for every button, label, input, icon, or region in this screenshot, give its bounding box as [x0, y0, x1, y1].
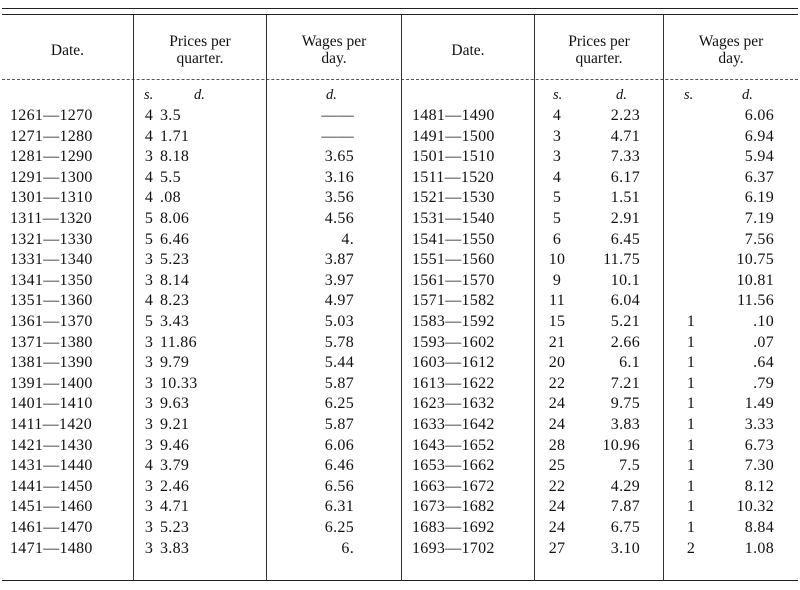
left-price-shillings-cell: 3	[144, 251, 154, 269]
left-wage-cell: 3.65	[324, 148, 354, 166]
left-wage-cell: 5.44	[324, 354, 354, 372]
left-date-cell: 1361—1370	[10, 313, 93, 330]
table-row	[0, 271, 800, 291]
right-wage-pence-cell: 6.19	[744, 189, 774, 207]
header-prices-left-line2: quarter.	[176, 50, 224, 67]
right-wage-pence-cell: 5.94	[744, 148, 774, 166]
header-wages-left-line1: Wages per	[301, 33, 367, 50]
table-row	[0, 291, 800, 311]
left-price-pence-cell: 3.79	[160, 457, 190, 475]
bottom-rule	[2, 580, 798, 581]
table-row	[0, 518, 800, 538]
right-price-shillings-cell: 27	[548, 539, 566, 557]
right-wage-shillings-cell: 1	[686, 498, 696, 516]
top-rule-inner	[2, 14, 798, 15]
table-row	[0, 539, 800, 559]
right-price-shillings-cell: 6	[552, 230, 562, 248]
left-date-cell: 1331—1340	[10, 251, 93, 269]
right-date-cell: 1583—1592	[412, 313, 495, 330]
left-price-pence-cell: 9.63	[160, 395, 190, 413]
header-date-left-text: Date.	[50, 41, 85, 59]
left-wage-cell: 4.97	[324, 292, 354, 310]
right-price-shillings-cell: 10	[548, 251, 566, 269]
right-price-pence-cell: 10.1	[610, 271, 640, 289]
left-date-cell: 1281—1290	[10, 148, 93, 166]
top-rule	[2, 8, 798, 9]
left-wage-cell: 3.87	[324, 251, 354, 269]
table-row	[0, 436, 800, 456]
right-date-cell: 1673—1682	[412, 498, 495, 516]
right-wage-shillings-cell: 1	[686, 374, 696, 392]
right-date-cell: 1511—1520	[412, 168, 495, 186]
right-wage-pence-cell: .79	[753, 374, 774, 392]
right-price-pence-cell: 4.29	[610, 477, 640, 495]
right-price-shillings-cell: 24	[548, 498, 566, 516]
table-row	[0, 497, 800, 517]
right-price-shillings-cell: 3	[552, 148, 562, 166]
left-wage-cell: 3.56	[324, 189, 354, 207]
left-price-shillings-cell: 3	[144, 271, 154, 289]
right-price-pence-cell: 6.75	[610, 519, 640, 536]
right-wage-shillings-cell: 1	[686, 457, 696, 475]
left-price-shillings-cell: 3	[144, 354, 154, 372]
header-prices-right	[535, 22, 663, 78]
header-prices-right-line1: Prices per	[568, 33, 630, 50]
right-price-pence-cell: 5.21	[610, 313, 640, 330]
left-price-pence-cell: 3.5	[160, 107, 181, 124]
left-price-shillings-cell: 4	[144, 189, 154, 207]
right-price-pence-cell: 7.5	[619, 457, 640, 475]
left-price-shillings-cell: 3	[144, 148, 154, 166]
right-wage-pence-cell: .64	[753, 354, 774, 372]
left-date-cell: 1291—1300	[10, 168, 93, 186]
right-price-shillings-cell: 22	[548, 477, 566, 495]
left-price-pence-cell: 5.23	[160, 251, 190, 269]
table-row	[0, 147, 800, 167]
left-price-shillings-cell: 3	[144, 477, 154, 495]
right-wage-pence-cell: .10	[753, 313, 774, 330]
right-date-cell: 1663—1672	[412, 477, 495, 495]
subheader-right-s: s.	[553, 87, 563, 103]
left-price-shillings-cell: 5	[144, 210, 154, 227]
left-wage-cell: 5.87	[324, 416, 354, 433]
right-date-cell: 1683—1692	[412, 519, 495, 536]
left-price-shillings-cell: 3	[144, 333, 154, 351]
right-date-cell: 1501—1510	[412, 148, 495, 166]
left-wage-cell: 6.56	[324, 477, 354, 495]
left-price-pence-cell: 8.23	[160, 292, 190, 310]
left-price-shillings-cell: 3	[144, 519, 154, 536]
table-row	[0, 374, 800, 394]
header-date-right-text: Date.	[451, 41, 485, 59]
left-price-pence-cell: 11.86	[160, 333, 197, 351]
right-date-cell: 1571—1582	[412, 292, 495, 310]
left-wage-cell: 5.87	[324, 374, 354, 392]
right-wage-shillings-cell: 1	[686, 416, 696, 433]
right-price-pence-cell: 11.75	[603, 251, 640, 269]
left-date-cell: 1351—1360	[10, 292, 93, 310]
left-price-shillings-cell: 4	[144, 107, 154, 124]
right-price-shillings-cell: 4	[552, 107, 562, 124]
left-wage-cell: 3.97	[324, 271, 354, 289]
header-date-right	[402, 22, 534, 78]
right-wage-pence-cell: 6.06	[744, 107, 774, 124]
right-wage-pence-cell: 6.37	[744, 168, 774, 186]
right-date-cell: 1633—1642	[412, 416, 495, 433]
right-price-pence-cell: 6.1	[619, 354, 640, 372]
header-divider	[2, 79, 798, 80]
left-wage-cell: 6.31	[324, 498, 354, 516]
right-wage-pence-cell: 1.49	[744, 395, 774, 413]
left-wage-cell: 6.	[341, 539, 354, 557]
table-row	[0, 353, 800, 373]
left-date-cell: 1471—1480	[10, 539, 93, 557]
table-row	[0, 415, 800, 435]
left-price-shillings-cell: 5	[144, 313, 154, 330]
left-price-pence-cell: 1.71	[160, 127, 190, 145]
header-wages-left	[267, 22, 401, 78]
table-row	[0, 127, 800, 147]
right-date-cell: 1653—1662	[412, 457, 495, 475]
left-date-cell: 1421—1430	[10, 436, 93, 454]
right-wage-shillings-cell: 1	[686, 519, 696, 536]
table-row	[0, 312, 800, 332]
left-wage-cell: 4.56	[324, 210, 354, 227]
right-wage-shillings-cell: 2	[686, 539, 696, 557]
left-date-cell: 1401—1410	[10, 395, 93, 413]
header-wages-right	[664, 22, 798, 78]
right-date-cell: 1541—1550	[412, 230, 495, 248]
left-date-cell: 1321—1330	[10, 230, 93, 248]
left-date-cell: 1411—1420	[10, 416, 93, 433]
right-wage-pence-cell: 10.75	[736, 251, 774, 269]
table-row	[0, 209, 800, 229]
right-wage-pence-cell: 6.73	[744, 436, 774, 454]
left-price-shillings-cell: 3	[144, 436, 154, 454]
left-price-pence-cell: 9.21	[160, 416, 190, 433]
table-row	[0, 106, 800, 126]
left-wage-cell: 5.78	[324, 333, 354, 351]
left-price-pence-cell: 2.46	[160, 477, 190, 495]
right-price-shillings-cell: 5	[552, 189, 562, 207]
left-price-pence-cell: 5.5	[160, 168, 181, 186]
right-price-shillings-cell: 24	[548, 416, 566, 433]
right-wage-pence-cell: 1.08	[744, 539, 774, 557]
right-price-pence-cell: 3.10	[610, 539, 640, 557]
left-date-cell: 1391—1400	[10, 374, 93, 392]
left-price-pence-cell: 10.33	[160, 374, 198, 392]
right-date-cell: 1551—1560	[412, 251, 495, 269]
right-wage-shillings-cell: 1	[686, 436, 696, 454]
left-wage-cell: 5.03	[324, 313, 354, 330]
right-price-shillings-cell: 4	[552, 168, 562, 186]
right-price-pence-cell: 4.71	[610, 127, 640, 145]
right-price-shillings-cell: 24	[548, 519, 566, 536]
right-wage-pence-cell: .07	[753, 333, 774, 351]
left-price-shillings-cell: 5	[144, 230, 154, 248]
right-price-shillings-cell: 5	[552, 210, 562, 227]
left-date-cell: 1261—1270	[10, 107, 93, 124]
right-price-pence-cell: 3.83	[610, 416, 640, 433]
table-row	[0, 394, 800, 414]
left-price-pence-cell: 9.79	[160, 354, 190, 372]
subheader-right-d: d.	[616, 87, 627, 103]
right-date-cell: 1603—1612	[412, 354, 495, 372]
right-wage-pence-cell: 10.32	[736, 498, 774, 516]
right-wage-pence-cell: 7.30	[744, 457, 774, 475]
right-price-pence-cell: 10.96	[602, 436, 640, 454]
right-price-pence-cell: 6.04	[610, 292, 640, 310]
left-wage-cell: 6.46	[324, 457, 354, 475]
subheader-left-s: s.	[144, 87, 154, 103]
right-wage-pence-cell: 10.81	[736, 271, 774, 289]
left-wage-cell: 6.25	[324, 395, 354, 413]
right-date-cell: 1623—1632	[412, 395, 495, 413]
left-price-pence-cell: 4.71	[160, 498, 190, 516]
right-date-cell: 1643—1652	[412, 436, 495, 454]
left-price-shillings-cell: 3	[144, 416, 154, 433]
header-wages-left-line2: day.	[321, 50, 347, 67]
right-date-cell: 1613—1622	[412, 374, 495, 392]
right-price-shillings-cell: 25	[548, 457, 566, 475]
left-price-shillings-cell: 3	[144, 498, 154, 516]
right-wage-pence-cell: 8.84	[744, 519, 774, 536]
left-price-pence-cell: 3.43	[160, 313, 190, 330]
left-date-cell: 1271—1280	[10, 127, 93, 145]
right-wage-pence-cell: 3.33	[744, 416, 774, 433]
right-price-pence-cell: 1.51	[610, 189, 640, 207]
left-date-cell: 1461—1470	[10, 519, 93, 536]
left-wage-cell: ——	[321, 107, 354, 124]
right-date-cell: 1491—1500	[412, 127, 495, 145]
right-price-shillings-cell: 22	[548, 374, 566, 392]
right-wage-pence-cell: 7.56	[744, 230, 774, 248]
right-price-pence-cell: 2.23	[610, 107, 640, 124]
left-price-shillings-cell: 4	[144, 127, 154, 145]
right-wage-pence-cell: 8.12	[744, 477, 774, 495]
right-price-pence-cell: 6.17	[610, 168, 640, 186]
left-price-pence-cell: .08	[160, 189, 181, 207]
right-price-shillings-cell: 9	[552, 271, 562, 289]
left-price-shillings-cell: 3	[144, 374, 154, 392]
left-price-pence-cell: 6.46	[160, 230, 190, 248]
left-price-shillings-cell: 4	[144, 457, 154, 475]
left-date-cell: 1441—1450	[10, 477, 93, 495]
left-wage-cell: ——	[321, 127, 354, 145]
left-date-cell: 1371—1380	[10, 333, 93, 351]
left-price-pence-cell: 8.14	[160, 271, 190, 289]
right-price-shillings-cell: 15	[548, 313, 566, 330]
right-price-pence-cell: 2.66	[610, 333, 640, 351]
subheader-right-wage-s: s.	[684, 87, 694, 103]
left-price-pence-cell: 5.23	[160, 519, 190, 536]
left-wage-cell: 6.25	[324, 519, 354, 536]
left-price-shillings-cell: 3	[144, 395, 154, 413]
right-price-pence-cell: 9.75	[610, 395, 640, 413]
subheader-right-wage-d: d.	[742, 87, 753, 103]
right-wage-pence-cell: 11.56	[737, 292, 774, 310]
left-date-cell: 1341—1350	[10, 271, 93, 289]
left-wage-cell: 6.06	[324, 436, 354, 454]
right-wage-shillings-cell: 1	[686, 333, 696, 351]
right-date-cell: 1561—1570	[412, 271, 495, 289]
table-row	[0, 188, 800, 208]
right-price-shillings-cell: 21	[548, 333, 566, 351]
table-row	[0, 456, 800, 476]
right-date-cell: 1693—1702	[412, 539, 495, 557]
left-price-pence-cell: 9.46	[160, 436, 190, 454]
left-date-cell: 1431—1440	[10, 457, 93, 475]
right-price-shillings-cell: 3	[552, 127, 562, 145]
table-row	[0, 477, 800, 497]
left-price-pence-cell: 8.18	[160, 148, 190, 166]
right-wage-pence-cell: 6.94	[744, 127, 774, 145]
table-row	[0, 333, 800, 353]
right-date-cell: 1481—1490	[412, 107, 495, 124]
left-price-shillings-cell: 3	[144, 539, 154, 557]
right-wage-shillings-cell: 1	[686, 477, 696, 495]
header-wages-right-line1: Wages per	[698, 33, 764, 50]
right-date-cell: 1593—1602	[412, 333, 495, 351]
table-row	[0, 168, 800, 188]
right-wage-pence-cell: 7.19	[744, 210, 774, 227]
right-price-pence-cell: 7.33	[610, 148, 640, 166]
right-price-shillings-cell: 20	[548, 354, 566, 372]
header-prices-right-line2: quarter.	[575, 50, 623, 67]
right-price-shillings-cell: 28	[548, 436, 566, 454]
table-row	[0, 230, 800, 250]
left-date-cell: 1381—1390	[10, 354, 93, 372]
right-price-pence-cell: 2.91	[610, 210, 640, 227]
right-price-shillings-cell: 24	[548, 395, 566, 413]
header-prices-left-line1: Prices per	[169, 33, 231, 50]
subheader-left-d: d.	[194, 87, 205, 103]
left-price-shillings-cell: 4	[144, 168, 154, 186]
right-price-pence-cell: 6.45	[610, 230, 640, 248]
left-date-cell: 1301—1310	[10, 189, 93, 207]
header-wages-right-line2: day.	[718, 50, 744, 67]
right-wage-shillings-cell: 1	[686, 354, 696, 372]
left-price-shillings-cell: 4	[144, 292, 154, 310]
left-date-cell: 1451—1460	[10, 498, 93, 516]
left-date-cell: 1311—1320	[10, 210, 93, 227]
right-wage-shillings-cell: 1	[686, 313, 696, 330]
left-price-pence-cell: 3.83	[160, 539, 190, 557]
header-prices-left	[134, 22, 266, 78]
left-wage-cell: 3.16	[324, 168, 354, 186]
subheader-left-wage-d: d.	[326, 87, 337, 103]
left-wage-cell: 4.	[341, 230, 354, 248]
right-wage-shillings-cell: 1	[686, 395, 696, 413]
table-row	[0, 250, 800, 270]
right-price-shillings-cell: 11	[548, 292, 565, 310]
header-date-left	[2, 22, 133, 78]
left-price-pence-cell: 8.06	[160, 210, 190, 227]
right-date-cell: 1531—1540	[412, 210, 495, 227]
right-price-pence-cell: 7.21	[610, 374, 640, 392]
right-price-pence-cell: 7.87	[610, 498, 640, 516]
right-date-cell: 1521—1530	[412, 189, 495, 207]
